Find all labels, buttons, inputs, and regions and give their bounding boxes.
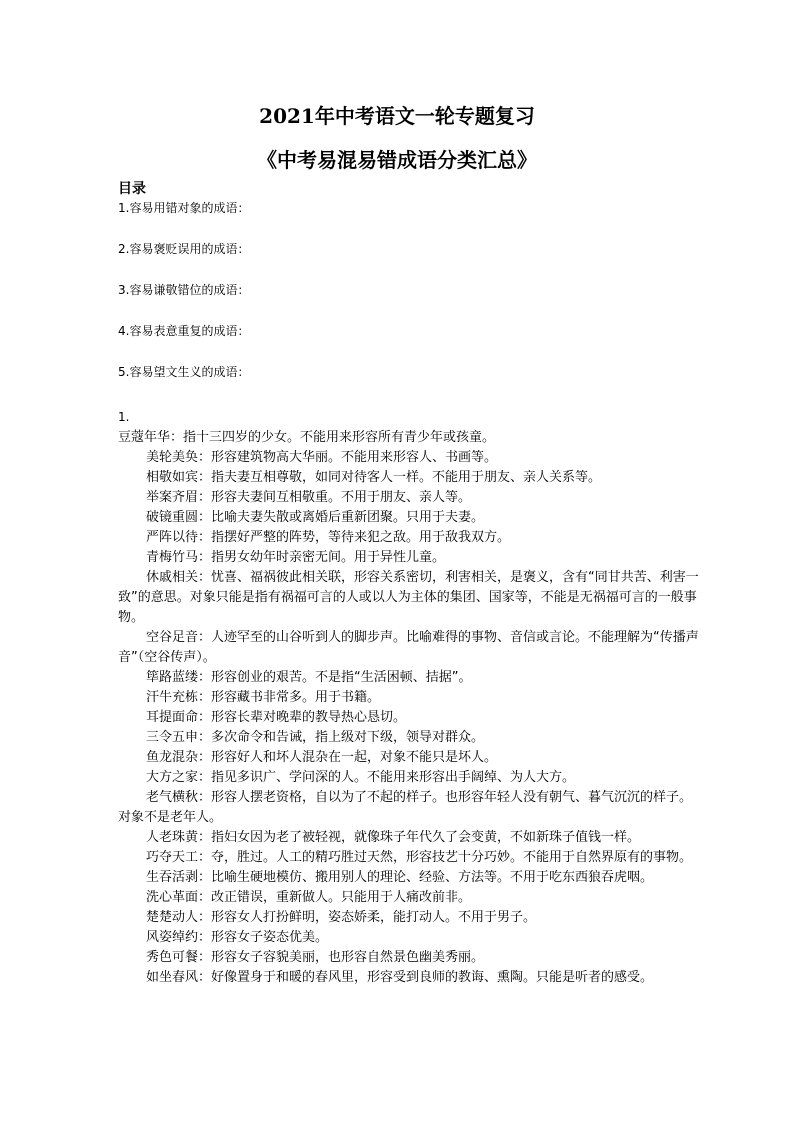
- toc-item: 1.容易用错对象的成语：: [118, 201, 250, 215]
- toc-item: 2.容易褒贬误用的成语：: [118, 242, 250, 256]
- idiom-entry: 汗牛充栋：形容藏书非常多。用于书籍。: [146, 690, 381, 705]
- idiom-entry: 美轮美奂：形容建筑物高大华丽。不能用来形容人、书画等。: [146, 450, 498, 465]
- idiom-entry: 筚路蓝缕：形容创业的艰苦。不是指“生活困顿、拮据”。: [146, 670, 472, 685]
- toc-item: 4.容易表意重复的成语：: [118, 324, 250, 338]
- idiom-entry: 耳提面命：形容长辈对晚辈的教导热心恳切。: [146, 710, 407, 725]
- idiom-entry: 举案齐眉：形容夫妻间互相敬重。不用于朋友、亲人等。: [146, 490, 472, 505]
- idiom-entry: 人老珠黄：指妇女因为老了被轻视，就像珠子年代久了会变黄，不如新珠子值钱一样。: [146, 830, 641, 845]
- idiom-list: [118, 428, 700, 988]
- idiom-entry: 如坐春风：好像置身于和暖的春风里，形容受到良师的教诲、熏陶。只能是听者的感受。: [146, 970, 654, 985]
- idiom-entry: 老气横秋：形容人摆老资格，自以为了不起的样子。也形容年轻人没有朝气、暮气沉沉的样子。对象不是老年人。: [118, 790, 693, 825]
- idiom-entry: 大方之家：指见多识广、学问深的人。不能用来形容出手阔绰、为人大方。: [146, 770, 576, 785]
- idiom-entry: 空谷足音：人迹罕至的山谷听到人的脚步声。比喻难得的事物、音信或言论。不能理解为“传播声音”（空谷传声）。: [118, 630, 699, 665]
- idiom-entry: 秀色可餐：形容女子容貌美丽，也形容自然景色幽美秀丽。: [146, 950, 485, 965]
- idiom-entry: 青梅竹马：指男女幼年时亲密无间。用于异性儿童。: [146, 550, 446, 565]
- idiom-entry: 洗心革面：改正错误，重新做人。只能用于人痛改前非。: [146, 890, 472, 905]
- section-number: 1.: [118, 410, 130, 424]
- idiom-entry: 巧夺天工：夺，胜过。人工的精巧胜过天然，形容技艺十分巧妙。不能用于自然界原有的事物。: [146, 850, 693, 865]
- idiom-entry: 豆蔻年华：指十三四岁的少女。不能用来形容所有青少年或孩童。: [118, 430, 496, 445]
- table-of-contents: [118, 200, 249, 405]
- document-title: 2021年中考语文一轮专题复习: [259, 104, 535, 128]
- idiom-entry: 风姿绰约：形容女子姿态优美。: [146, 930, 329, 945]
- toc-heading: 目录: [118, 181, 146, 197]
- idiom-entry: 生吞活剥：比喻生硬地模仿、搬用别人的理论、经验、方法等。不用于吃东西狼吞虎咽。: [146, 870, 654, 885]
- toc-item: 3.容易谦敬错位的成语：: [118, 283, 250, 297]
- idiom-entry: 严阵以待：指摆好严整的阵势，等待来犯之敌。用于敌我双方。: [146, 530, 511, 545]
- idiom-entry: 破镜重圆：比喻夫妻失散或离婚后重新团聚。只用于夫妻。: [146, 510, 485, 525]
- idiom-entry: 鱼龙混杂：形容好人和坏人混杂在一起，对象不能只是坏人。: [146, 750, 498, 765]
- idiom-entry: 休戚相关：忧喜、福祸彼此相关联，形容关系密切，利害相关，是褒义，含有“同甘共苦、利害一致”的意思。对象只能是指有祸福可言的人或以人为主体的集团、国家等，不能是无祸福可言的一般事物。: [118, 570, 699, 625]
- idiom-entry: 楚楚动人：形容女人打扮鲜明，姿态娇柔，能打动人。不用于男子。: [146, 910, 537, 925]
- idiom-entry: 三令五申：多次命令和告诫，指上级对下级，领导对群众。: [146, 730, 485, 745]
- document-subtitle: 《中考易混易错成语分类汇总》: [257, 148, 537, 172]
- idiom-entry: 相敬如宾：指夫妻互相尊敬，如同对待客人一样。不能用于朋友、亲人关系等。: [146, 470, 602, 485]
- toc-item: 5.容易望文生义的成语：: [118, 365, 250, 379]
